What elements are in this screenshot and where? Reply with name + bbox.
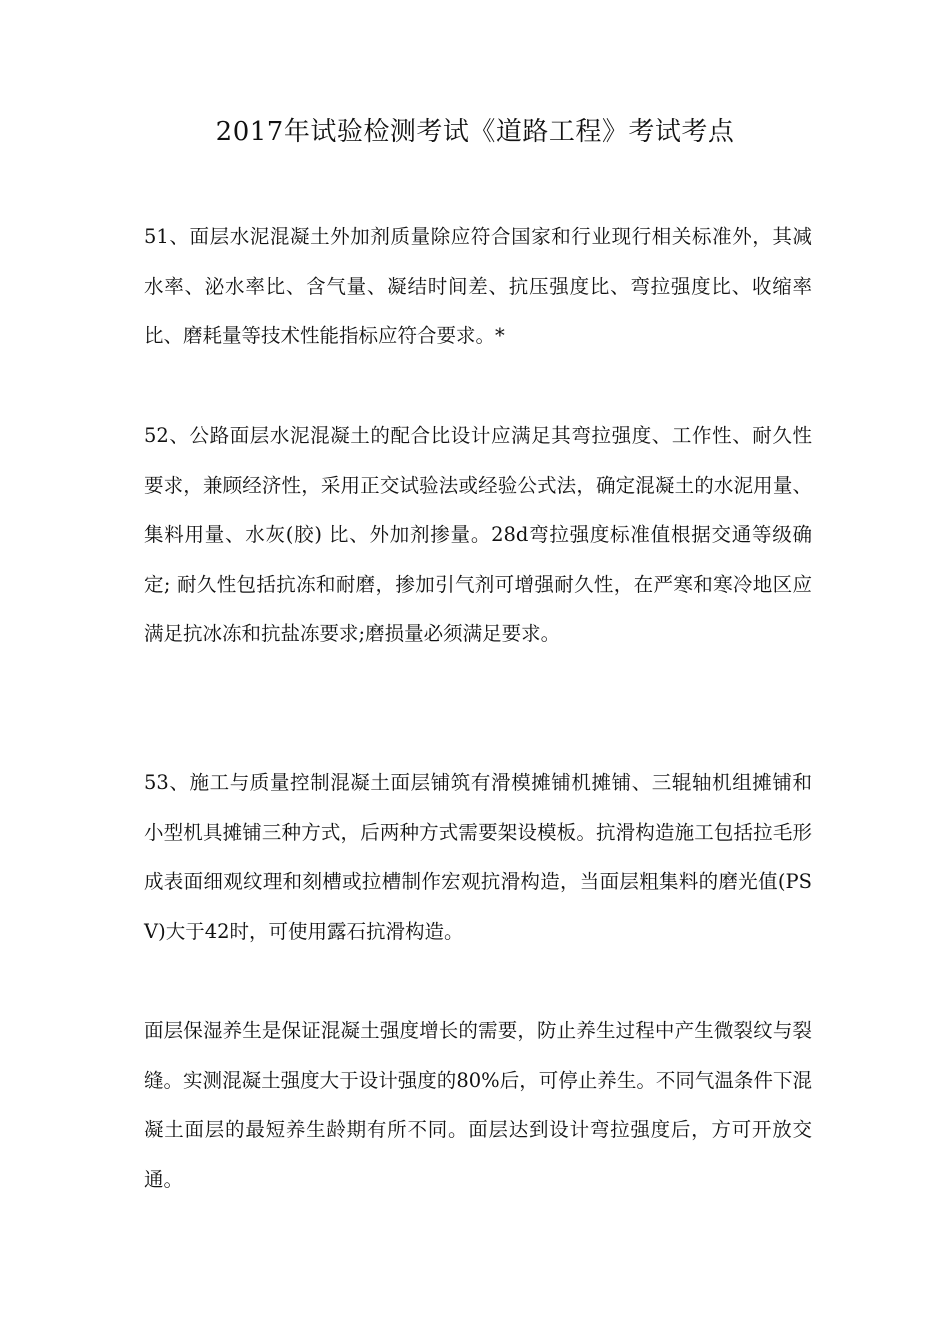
paragraph-51: 51、面层水泥混凝土外加剂质量除应符合国家和行业现行相关标准外，其减水率、泌水率比、含气量、凝结时间差、抗压强度比、弯拉强度比、收缩率比、磨耗量等技术性能指标应符合要求。* [144, 225, 812, 347]
paragraph-52: 52、公路面层水泥混凝土的配合比设计应满足其弯拉强度、工作性、耐久性要求，兼顾经济性，采用正交试验法或经验公式法，确定混凝土的水泥用量、集料用量、水灰(胶) 比、外加剂掺量。28d弯拉强度标准值根据交通等级确定; 耐久性包括抗冻和耐磨，掺加引气剂可增强耐久性，在严寒和寒冷地区应满足抗冰冻和抗盐冻要求;磨损量必须满足要求。 [144, 424, 812, 645]
paragraph-curing: 面层保湿养生是保证混凝土强度增长的需要，防止养生过程中产生微裂纹与裂缝。实测混凝土强度大于设计强度的80%后，可停止养生。不同气温条件下混凝土面层的最短养生龄期有所不同。面层达到设计弯拉强度后，方可开放交通。 [144, 1019, 812, 1191]
paragraph-53: 53、施工与质量控制混凝土面层铺筑有滑模摊铺机摊铺、三辊轴机组摊铺和小型机具摊铺三种方式，后两种方式需要架设模板。抗滑构造施工包括拉毛形成表面细观纹理和刻槽或拉槽制作宏观抗滑构造，当面层粗集料的磨光值(PSV)大于42时，可使用露石抗滑构造。 [144, 771, 812, 943]
document-title: 2017年试验检测考试《道路工程》考试考点 [215, 117, 735, 147]
